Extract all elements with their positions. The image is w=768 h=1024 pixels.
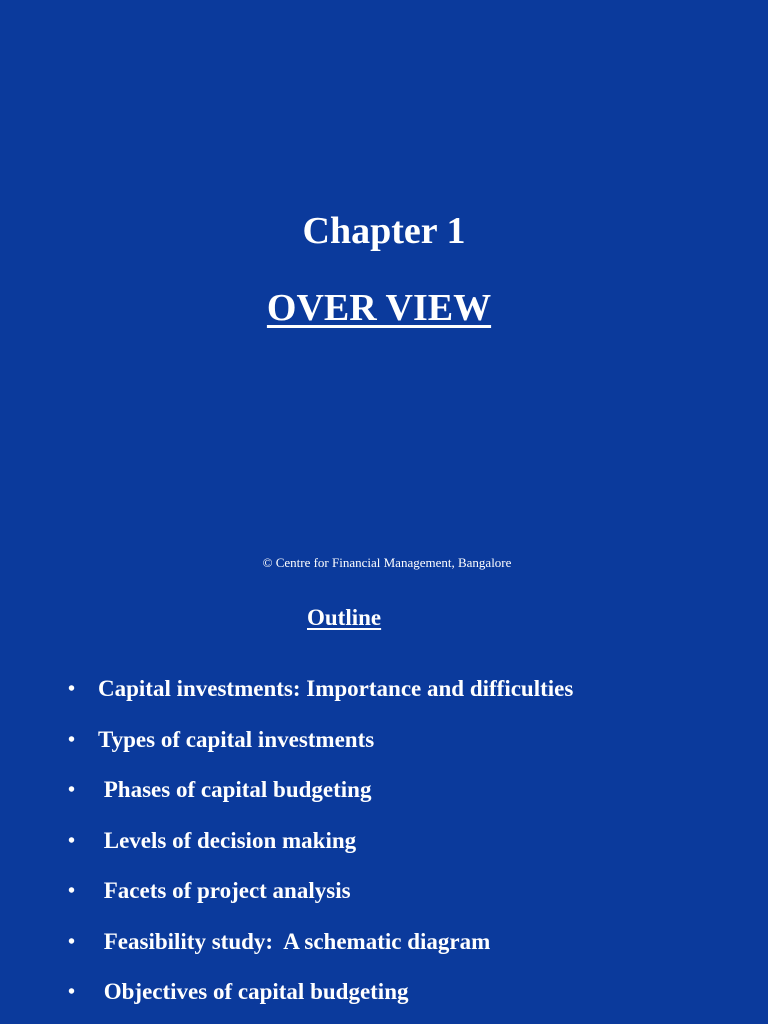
bullet-icon: • [68, 829, 76, 852]
outline-item-label: Phases of capital budgeting [98, 777, 372, 802]
outline-item [68, 925, 573, 976]
outline-item-label: Feasibility study: A schematic diagram [98, 928, 491, 954]
outline-item-label: Capital investments: Importance and difficulties [98, 676, 574, 701]
outline-item [68, 723, 573, 774]
outline-item [68, 672, 573, 723]
bullet-icon: • [68, 880, 76, 902]
outline-item-label: Objectives of capital budgeting [98, 979, 409, 1004]
outline-item-label: Levels of decision making [98, 827, 357, 853]
outline-heading: Outline [307, 605, 382, 630]
chapter-subtitle: OVER VIEW [266, 287, 492, 329]
outline-item-label: Types of capital investments [98, 726, 375, 752]
copyright-notice: © Centre for Financial Management, Bangalore [262, 555, 512, 570]
outline-item [68, 824, 573, 875]
chapter-title: Chapter 1 [302, 210, 466, 252]
outline-item [68, 773, 573, 824]
bullet-icon: • [68, 678, 76, 700]
bullet-icon: • [68, 779, 76, 801]
bullet-icon: • [68, 728, 76, 751]
bullet-icon: • [68, 981, 76, 1003]
outline-item [68, 975, 573, 1024]
outline-list [68, 672, 573, 1024]
outline-item-label: Facets of project analysis [98, 878, 351, 903]
bullet-icon: • [68, 930, 76, 953]
outline-item [68, 874, 573, 925]
